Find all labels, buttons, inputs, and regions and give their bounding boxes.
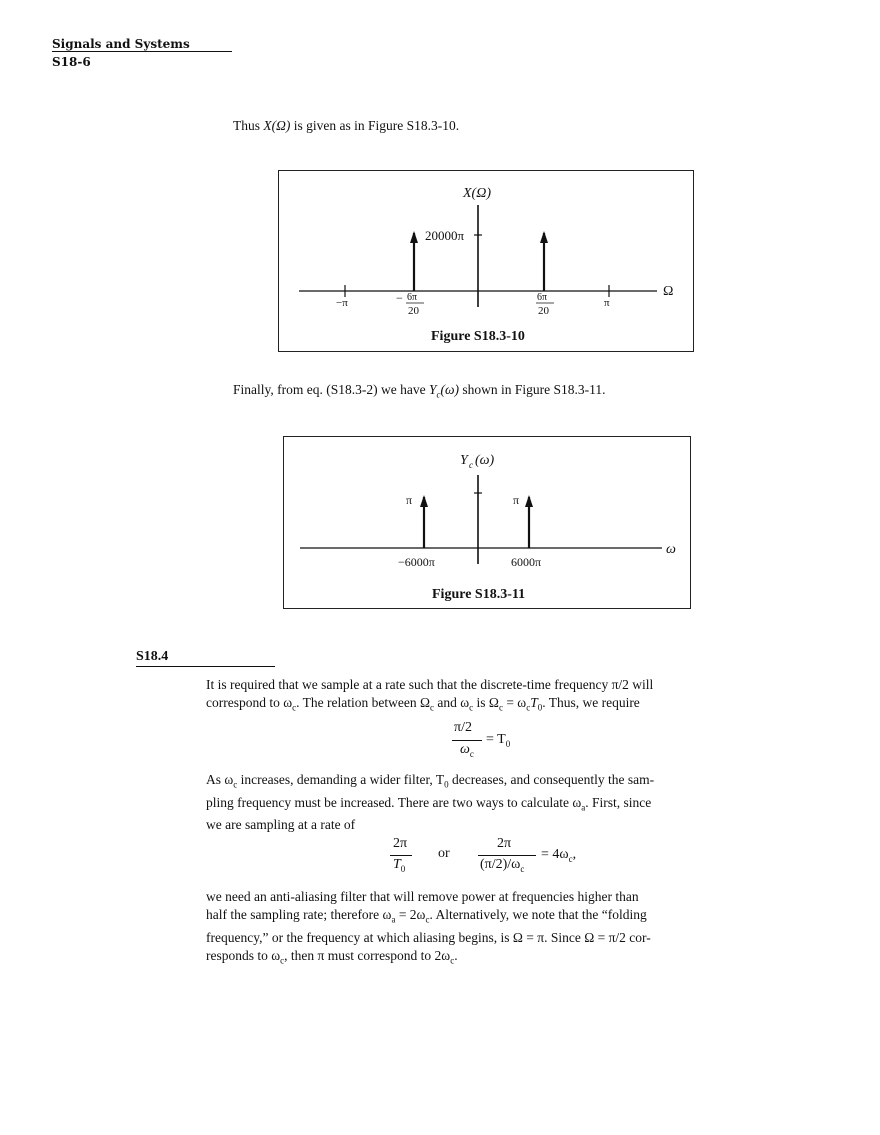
page-number: S18-6 xyxy=(52,55,91,69)
impulse-left-2-arrowhead xyxy=(420,495,428,507)
eq2-num-2: 2π xyxy=(497,836,512,851)
p1-line-1: It is required that we sample at a rate such that the discrete-time frequency π/2 will xyxy=(206,677,654,692)
eq2-rhs: = $4\omega_c$, xyxy=(541,847,577,864)
tick-label-neg-den: 20 xyxy=(408,305,419,317)
fig2-tick-left: −6000π xyxy=(398,555,435,569)
intro-suffix: is given as in Figure S18.3-10. xyxy=(290,118,460,133)
finally-sentence xyxy=(233,381,606,404)
eq2-num-1: 2π xyxy=(393,836,408,851)
impulse-right-2-arrowhead xyxy=(525,495,533,507)
p3-line-4: responds to $\omega_c$, then π must correspond to $2\omega_c$. xyxy=(206,947,458,966)
fig1-ylabel: X(Ω) xyxy=(463,186,491,201)
fig2-ylabel-sub: c xyxy=(469,460,473,470)
p3-line-2: half the sampling rate; therefore $\omega_a = 2\omega_c$. Alternatively, we note that the “folding xyxy=(206,907,647,925)
paragraph-2 xyxy=(206,771,776,834)
figure-2-plot xyxy=(284,437,690,608)
finally-symbol-sub: c xyxy=(436,389,441,400)
eq2-bar-2 xyxy=(478,855,536,856)
header-rule xyxy=(52,51,232,52)
eq1-rhs: = $T_0$ xyxy=(486,732,511,749)
fig2-tick-right: 6000π xyxy=(511,555,542,569)
fig2-xlabel: ω xyxy=(666,542,676,557)
eq2-den-2: $(\pi/2)/\omega_c$ xyxy=(480,857,525,874)
fig2-amp-left: π xyxy=(406,493,413,507)
tick-label-neg-sign: − xyxy=(396,291,403,305)
fig2-ylabel-arg: (ω) xyxy=(475,453,495,468)
p3-line-1: we need an anti-aliasing filter that will remove power at frequencies higher than xyxy=(206,889,639,904)
fig1-amplitude-label: 20000π xyxy=(425,228,465,243)
impulse-right-arrowhead xyxy=(540,231,548,243)
eq1-fraction-bar xyxy=(452,740,482,741)
eq1-numerator: π/2 xyxy=(454,720,472,735)
tick-label-pos-num: 6π xyxy=(537,292,548,303)
eq2-bar-1 xyxy=(390,855,412,856)
tick-label-neg-pi: −π xyxy=(336,297,348,309)
p3-line-3: frequency,” or the frequency at which aliasing begins, is Ω = π. Since Ω = π/2 cor- xyxy=(206,929,651,945)
fig1-xlabel: Ω xyxy=(663,284,674,299)
tick-label-neg-num: 6π xyxy=(407,292,418,303)
running-header-title: Signals and Systems xyxy=(52,37,190,51)
p1-line-2: correspond to $\omega_c$. The relation between $\Omega_c$ and $\omega_c$ is $\Omega_c = \omega_cT_0$. Thus, we require xyxy=(206,695,640,713)
figure-1-caption: Figure S18.3-10 xyxy=(431,329,525,344)
finally-symbol: Y xyxy=(428,382,437,397)
eq2-den-1: $T_0$ xyxy=(393,857,406,874)
intro-sentence xyxy=(233,117,459,135)
eq2-or: or xyxy=(438,846,450,861)
section-rule xyxy=(136,666,275,667)
tick-label-pos-pi: π xyxy=(604,297,610,309)
finally-symbol-arg: (ω) xyxy=(440,382,460,397)
p2-line-1: As $\omega_c$ increases, demanding a wider filter, $T_0$ decreases, and consequently the sam- xyxy=(206,772,655,790)
impulse-left-arrowhead xyxy=(410,231,418,243)
p2-line-3: we are sampling at a rate of xyxy=(206,817,356,833)
paragraph-3 xyxy=(206,888,776,969)
paragraph-1 xyxy=(206,676,776,717)
section-heading: S18.4 xyxy=(136,649,169,664)
finally-prefix: Finally, from eq. (S18.3-2) we have xyxy=(233,382,429,397)
eq1-denominator: $\omega_c$ xyxy=(460,742,474,759)
fig2-amp-right: π xyxy=(513,493,520,507)
tick-label-pos-den: 20 xyxy=(538,305,549,317)
fig2-ylabel: Y xyxy=(460,453,468,468)
figure-s18-3-10 xyxy=(278,170,694,352)
intro-prefix: Thus xyxy=(233,118,264,133)
finally-suffix: shown in Figure S18.3-11. xyxy=(459,382,606,397)
p2-line-2: pling frequency must be increased. There are two ways to calculate $\omega_a$. First, since xyxy=(206,794,652,813)
figure-s18-3-11 xyxy=(283,436,691,609)
figure-1-plot xyxy=(279,171,693,351)
intro-symbol: X(Ω) xyxy=(263,118,291,133)
figure-2-caption: Figure S18.3-11 xyxy=(432,587,526,602)
